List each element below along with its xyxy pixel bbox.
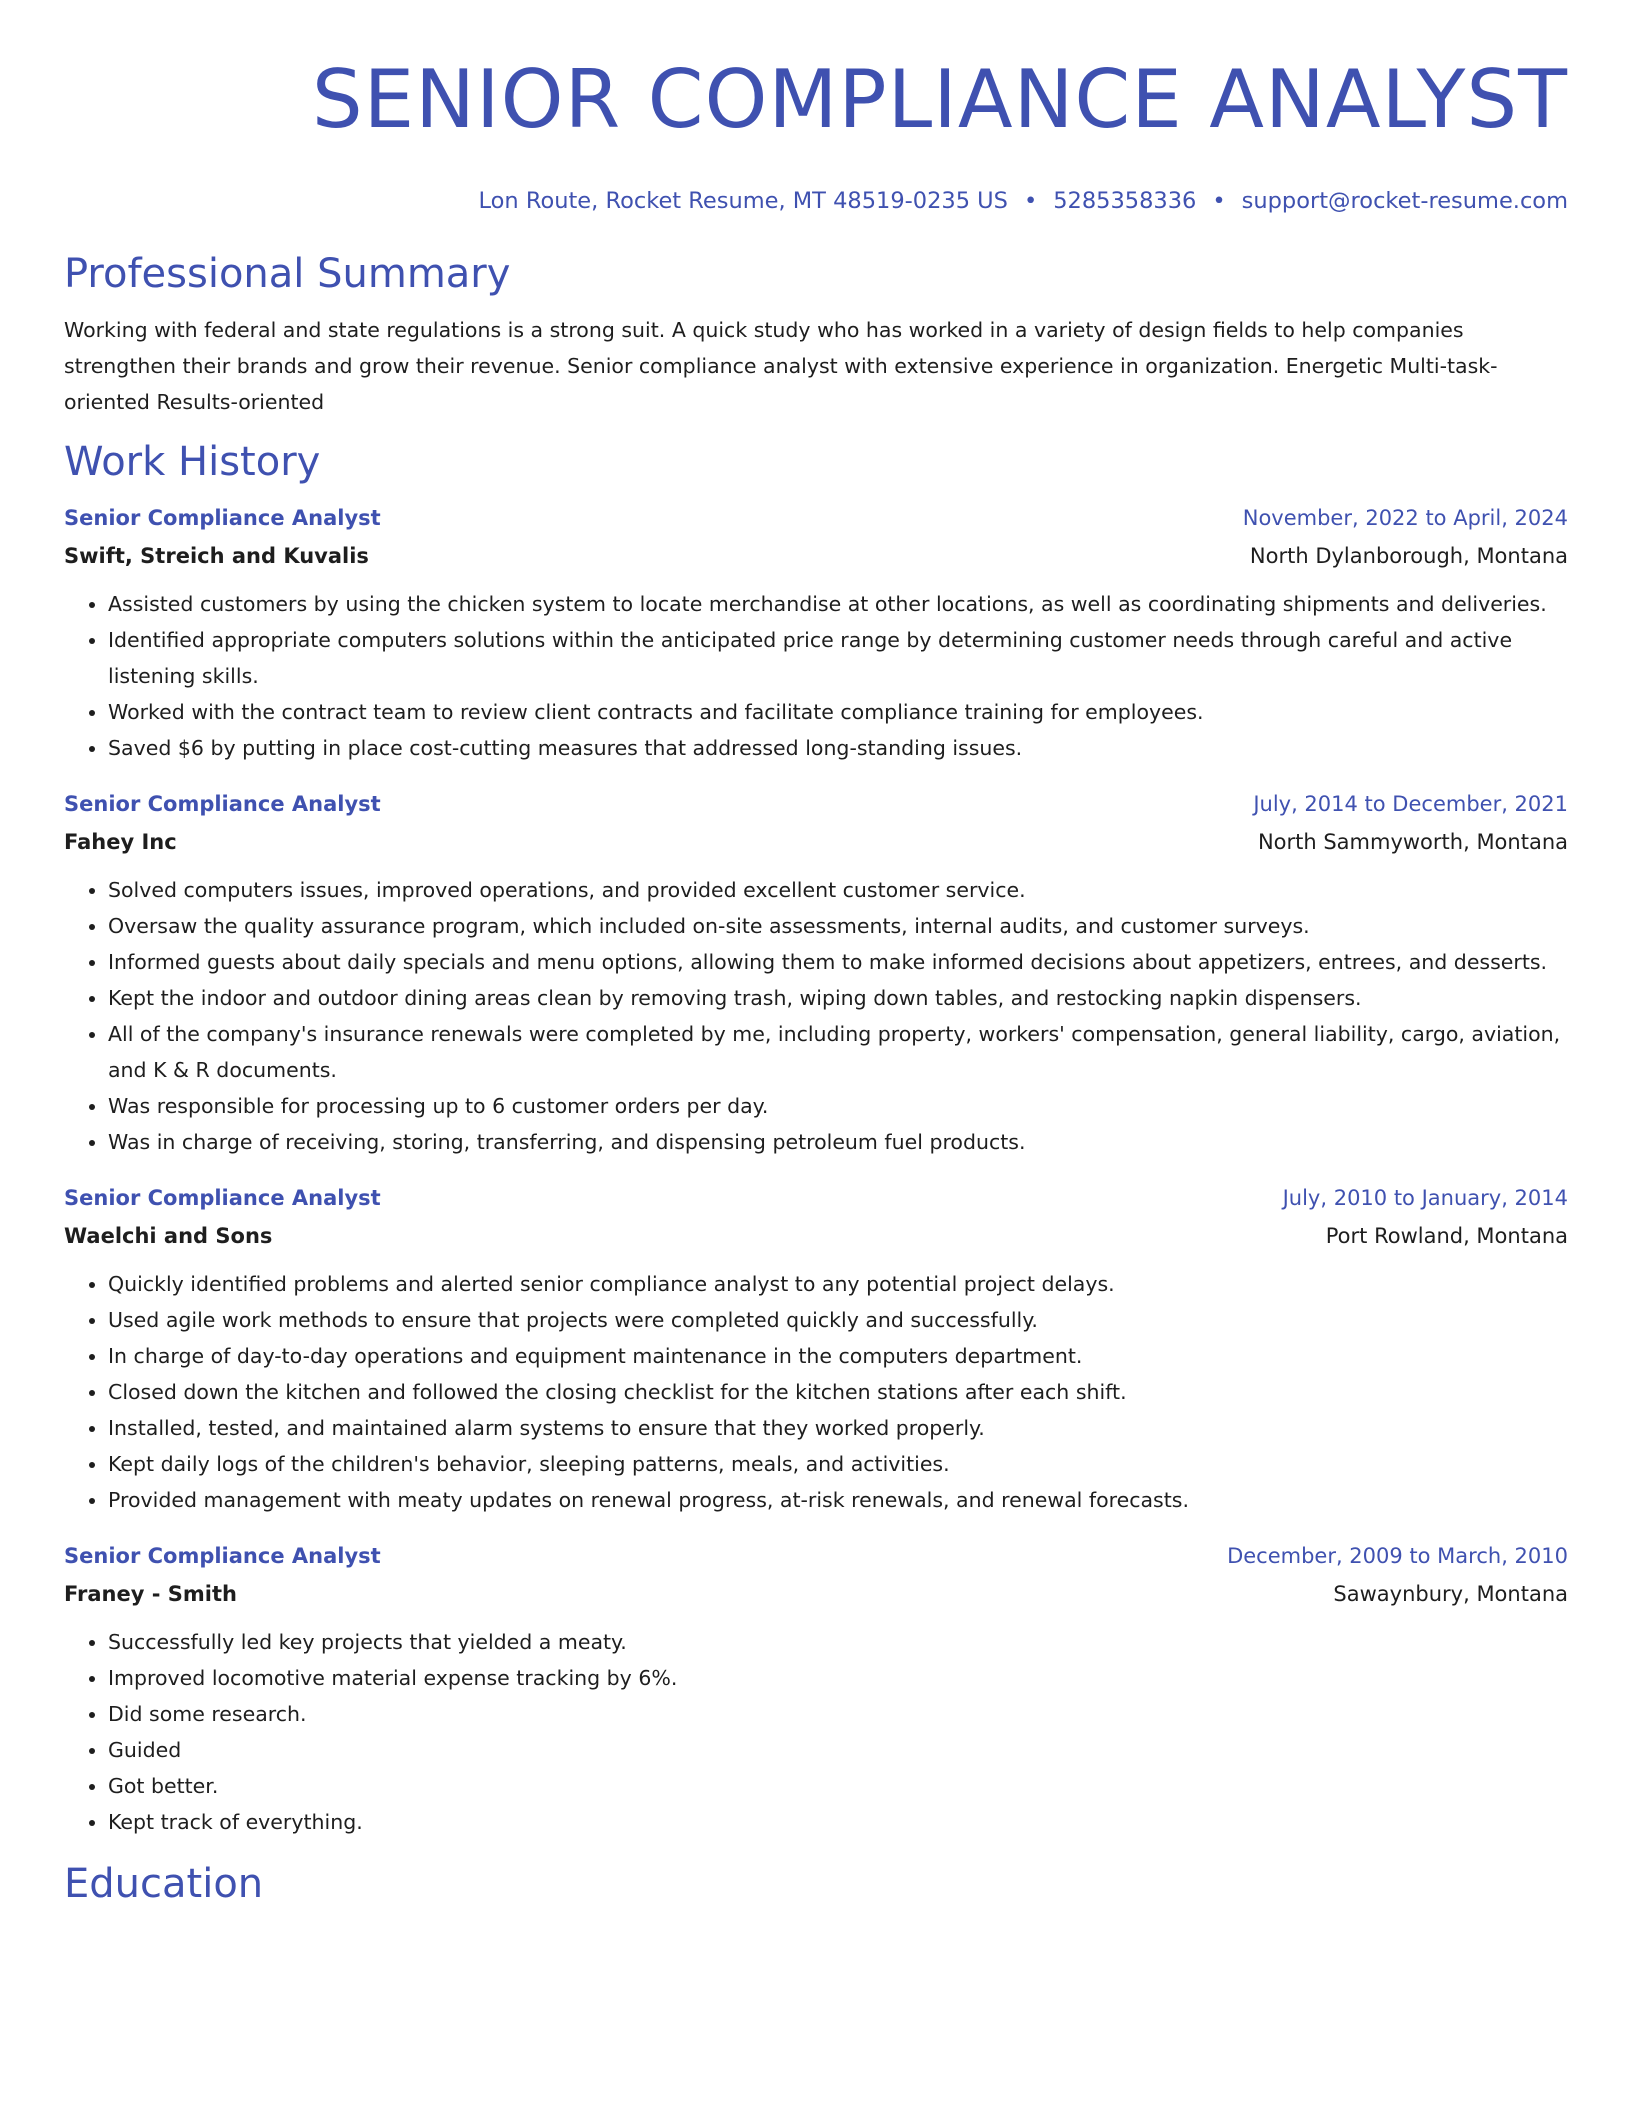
contact-phone: 5285358336 bbox=[1053, 188, 1197, 214]
job-title-row bbox=[64, 1180, 1568, 1216]
summary-heading: Professional Summary bbox=[64, 251, 511, 297]
resume-name: SENIOR COMPLIANCE ANALYST bbox=[311, 53, 1568, 146]
job-title: Senior Compliance Analyst bbox=[64, 1544, 381, 1568]
contact-separator: • bbox=[1212, 188, 1226, 214]
job-company: Franey - Smith bbox=[64, 1582, 237, 1606]
job-bullet: • Installed, tested, and maintained alarm systems to ensure that they worked properly. bbox=[108, 1410, 1568, 1446]
resume-header bbox=[64, 52, 1568, 216]
job-bullet: • Successfully led key projects that yielded a meaty. bbox=[108, 1624, 1568, 1660]
job-dates: November, 2022 to April, 2024 bbox=[1242, 506, 1568, 530]
education-heading: Education bbox=[64, 1861, 264, 1907]
job-location: Sawaynbury, Montana bbox=[1333, 1582, 1568, 1606]
job-title-row bbox=[64, 786, 1568, 822]
job-company-row bbox=[64, 536, 1568, 576]
job-dates: December, 2009 to March, 2010 bbox=[1227, 1544, 1568, 1568]
job-bullet: • Identified appropriate computers solutions within the anticipated price range by determining customer needs through careful and active listening skills. bbox=[108, 622, 1568, 694]
job-bullet: • Was in charge of receiving, storing, transferring, and dispensing petroleum fuel products. bbox=[108, 1124, 1568, 1160]
job-bullet: • Used agile work methods to ensure that projects were completed quickly and successfully. bbox=[108, 1302, 1568, 1338]
job-company: Waelchi and Sons bbox=[64, 1224, 273, 1248]
job-title: Senior Compliance Analyst bbox=[64, 506, 381, 530]
job-bullet: • Informed guests about daily specials and menu options, allowing them to make informed decisions about appetizers, entrees, and desserts. bbox=[108, 944, 1568, 980]
work-history-heading: Work History bbox=[64, 439, 321, 485]
contact-separator: • bbox=[1023, 188, 1038, 214]
job-title-row bbox=[64, 1538, 1568, 1574]
contact-address: Lon Route, Rocket Resume, MT 48519-0235 US bbox=[478, 188, 1008, 214]
job-bullets bbox=[64, 872, 1568, 1160]
job-location: Port Rowland, Montana bbox=[1325, 1224, 1568, 1248]
job-location: North Dylanborough, Montana bbox=[1249, 544, 1568, 568]
job-entry bbox=[64, 1180, 1568, 1518]
job-bullet: • Kept track of everything. bbox=[108, 1804, 1568, 1840]
job-company-row bbox=[64, 1216, 1568, 1256]
job-bullet: • All of the company's insurance renewals were completed by me, including property, workers' compensation, general liability, cargo, aviation, and K & R documents. bbox=[108, 1016, 1568, 1088]
job-bullet: • Kept daily logs of the children's behavior, sleeping patterns, meals, and activities. bbox=[108, 1446, 1568, 1482]
job-title: Senior Compliance Analyst bbox=[64, 1186, 381, 1210]
job-bullet: • Kept the indoor and outdoor dining areas clean by removing trash, wiping down tables, and restocking napkin dispensers. bbox=[108, 980, 1568, 1016]
work-history-list bbox=[64, 500, 1568, 1840]
job-bullet: • Solved computers issues, improved operations, and provided excellent customer service. bbox=[108, 872, 1568, 908]
job-bullet: • Got better. bbox=[108, 1768, 1568, 1804]
summary-text: Working with federal and state regulations is a strong suit. A quick study who has worked in a variety of design fields to help companies strengthen their brands and grow their revenue. Senior compliance analyst with extensive experience in organization. Energetic Multi-task-oriented Results-oriented bbox=[64, 318, 1498, 414]
job-company: Swift, Streich and Kuvalis bbox=[64, 544, 369, 568]
job-bullet: • Did some research. bbox=[108, 1696, 1568, 1732]
job-bullet: • Improved locomotive material expense tracking by 6%. bbox=[108, 1660, 1568, 1696]
job-title: Senior Compliance Analyst bbox=[64, 792, 381, 816]
job-dates: July, 2010 to January, 2014 bbox=[1282, 1186, 1568, 1210]
job-location: North Sammyworth, Montana bbox=[1257, 830, 1568, 854]
job-company-row bbox=[64, 822, 1568, 862]
job-bullet: • Quickly identified problems and alerted senior compliance analyst to any potential project delays. bbox=[108, 1266, 1568, 1302]
job-dates: July, 2014 to December, 2021 bbox=[1253, 792, 1568, 816]
contact-line bbox=[64, 186, 1568, 216]
job-company: Fahey Inc bbox=[64, 830, 177, 854]
job-bullet: • Assisted customers by using the chicken system to locate merchandise at other locations, as well as coordinating shipments and deliveries. bbox=[108, 586, 1568, 622]
contact-email: support@rocket-resume.com bbox=[1241, 188, 1568, 214]
job-bullet: • Was responsible for processing up to 6 customer orders per day. bbox=[108, 1088, 1568, 1124]
job-bullet: • In charge of day-to-day operations and equipment maintenance in the computers department. bbox=[108, 1338, 1568, 1374]
job-bullets bbox=[64, 1624, 1568, 1840]
job-title-row bbox=[64, 500, 1568, 536]
job-company-row bbox=[64, 1574, 1568, 1614]
job-bullet: • Worked with the contract team to review client contracts and facilitate compliance training for employees. bbox=[108, 694, 1568, 730]
job-bullet: • Saved $6 by putting in place cost-cutting measures that addressed long-standing issues. bbox=[108, 730, 1568, 766]
job-bullet: • Provided management with meaty updates on renewal progress, at-risk renewals, and renewal forecasts. bbox=[108, 1482, 1568, 1518]
job-bullets bbox=[64, 586, 1568, 766]
job-bullet: • Oversaw the quality assurance program, which included on-site assessments, internal audits, and customer surveys. bbox=[108, 908, 1568, 944]
job-bullet: • Guided bbox=[108, 1732, 1568, 1768]
job-entry bbox=[64, 1538, 1568, 1840]
job-entry bbox=[64, 500, 1568, 766]
job-entry bbox=[64, 786, 1568, 1160]
job-bullet: • Closed down the kitchen and followed the closing checklist for the kitchen stations after each shift. bbox=[108, 1374, 1568, 1410]
job-bullets bbox=[64, 1266, 1568, 1518]
